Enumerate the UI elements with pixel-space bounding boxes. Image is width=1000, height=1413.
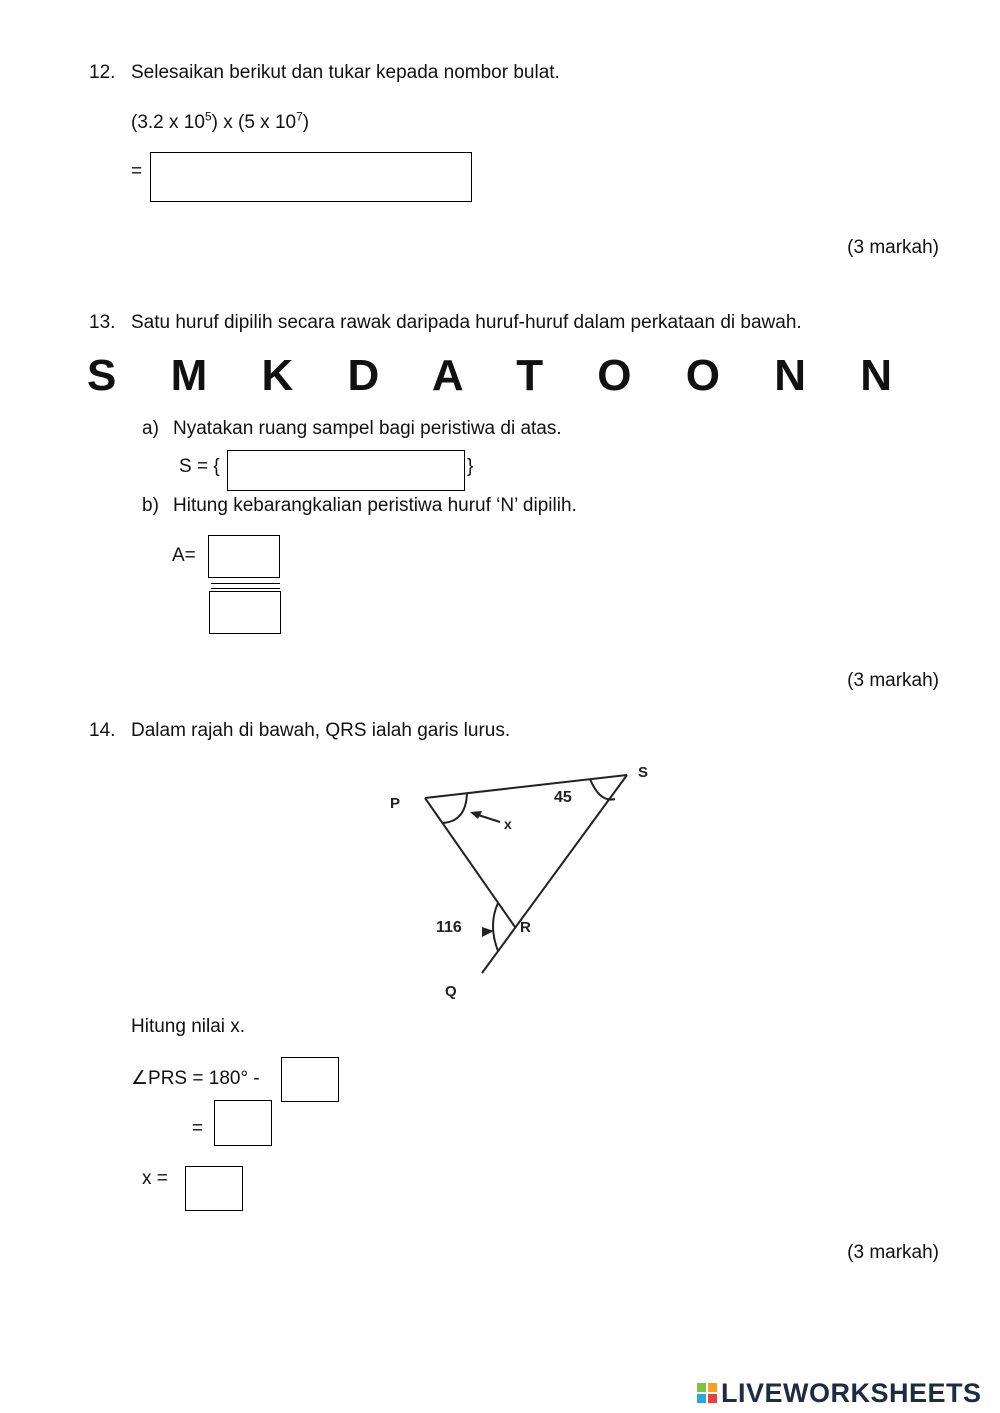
label-p: P (390, 795, 401, 812)
angle-arc-r (493, 903, 498, 951)
q12-marks: (3 markah) (847, 237, 939, 258)
q14-marks: (3 markah) (847, 1242, 939, 1263)
q13b-prob-label: A= (172, 545, 196, 566)
brand-name: LIVEWORKSHEETS (721, 1377, 982, 1408)
triangle-diagram (370, 755, 670, 1005)
q14-line2-prefix: = (192, 1118, 204, 1139)
q14-answer2-input[interactable] (214, 1100, 272, 1146)
q14-line3-prefix: x = (142, 1168, 168, 1189)
logo-square-green (697, 1383, 706, 1392)
fraction-bar-bottom (211, 588, 280, 589)
q14-answer3-input[interactable] (185, 1166, 243, 1211)
label-q: Q (445, 983, 457, 1000)
q13a-set-prefix: S = { (179, 456, 220, 477)
q13b-numerator-input[interactable] (208, 535, 280, 578)
q13b-label: b) (142, 495, 159, 516)
q12-answer-input[interactable] (150, 152, 472, 202)
q14-line1-prefix: ∠PRS = 180° - (131, 1068, 260, 1089)
q13a-sample-space-input[interactable] (227, 450, 465, 491)
line-pr (425, 798, 515, 927)
q12-number: 12. (89, 62, 116, 83)
q14-number: 14. (89, 720, 116, 741)
angle-r-value: 116 (436, 919, 462, 936)
q13-number: 13. (89, 312, 116, 333)
q14-prompt: Hitung nilai x. (131, 1016, 246, 1037)
label-s: S (638, 764, 649, 781)
angle-s-value: 45 (554, 789, 572, 806)
angle-arc-p (442, 793, 467, 823)
q13a-label: a) (142, 418, 159, 439)
logo-icon (697, 1383, 717, 1403)
q13a-text: Nyatakan ruang sampel bagi peristiwa di atas. (173, 418, 562, 439)
q14-answer1-input[interactable] (281, 1057, 339, 1102)
q13b-denominator-input[interactable] (209, 591, 281, 634)
q13-marks: (3 markah) (847, 670, 939, 691)
q12-expression: (3.2 x $10^5$) x (5 x $10^7$) (131, 109, 310, 133)
q14-question: Dalam rajah di bawah, QRS ialah garis lurus. (131, 720, 511, 741)
liveworksheets-logo (697, 1378, 982, 1408)
line-ps (425, 775, 627, 798)
logo-square-blue (697, 1394, 706, 1403)
label-x: x (504, 816, 512, 832)
q13-word: S M K D A T O O N N (87, 351, 913, 400)
q12-equals: = (131, 161, 143, 182)
logo-square-red (708, 1394, 717, 1403)
q13-question: Satu huruf dipilih secara rawak daripada huruf-huruf dalam perkataan di bawah. (131, 312, 802, 333)
q12-question: Selesaikan berikut dan tukar kepada nombor bulat. (131, 62, 560, 83)
q13a-set-suffix: } (467, 456, 474, 477)
q13b-text: Hitung kebarangkalian peristiwa huruf ‘N’ dipilih. (173, 495, 577, 516)
logo-square-orange (708, 1383, 717, 1392)
fraction-bar-top (211, 583, 280, 584)
label-r: R (520, 919, 531, 936)
